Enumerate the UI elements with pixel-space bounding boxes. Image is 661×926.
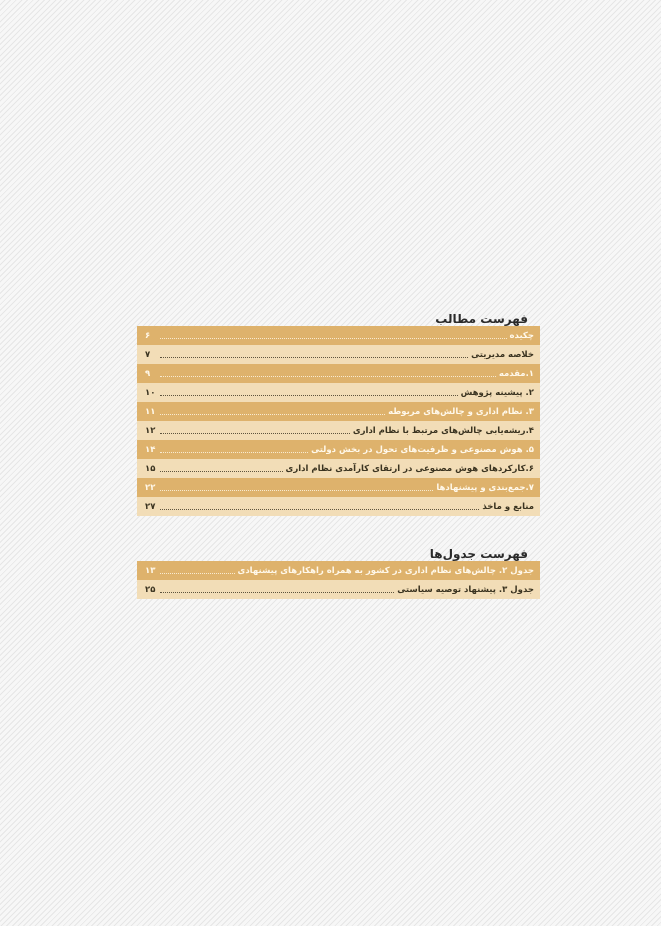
toc-entry[interactable] [137, 345, 540, 364]
toc-entry-label: ۲. پیشینه پژوهش [460, 387, 534, 398]
toc-entry-page: ۱۲ [145, 425, 156, 436]
toc-entry-label: چکیده [509, 330, 534, 341]
toc-entry-page: ۲۲ [145, 482, 156, 493]
toc-entry[interactable] [137, 383, 540, 402]
toc-entry-label: ۶.کارکردهای هوش مصنوعی در ارتقای کارآمدی نظام اداری [285, 463, 534, 474]
toc-entry-label: منابع و ماخذ [482, 501, 534, 512]
table-entry-label: جدول ۲. چالش‌های نظام اداری در کشور به همراه راهکارهای پیشنهادی [237, 565, 534, 576]
toc-entry-page: ۹ [145, 368, 151, 379]
toc-entry-page: ۶ [145, 330, 151, 341]
dot-leader [160, 451, 308, 453]
dot-leader [160, 572, 235, 574]
list-of-tables [137, 547, 540, 599]
toc-entry-label: ۳. نظام اداری و چالش‌های مربوطه [388, 406, 534, 417]
toc-title: فهرست مطالب [435, 312, 528, 326]
toc-entry[interactable] [137, 421, 540, 440]
toc-entry-label: ۵. هوش مصنوعی و ظرفیت‌های تحول در بخش دولتی [311, 444, 534, 455]
toc-entry-page: ۱۴ [145, 444, 156, 455]
dot-leader [160, 489, 433, 491]
toc-entry[interactable] [137, 459, 540, 478]
dot-leader [160, 394, 458, 396]
table-entry[interactable] [137, 561, 540, 580]
toc-entry[interactable] [137, 497, 540, 516]
toc-entry-page: ۱۵ [145, 463, 156, 474]
toc-entry[interactable] [137, 326, 540, 345]
toc-entry-label: خلاصه مدیریتی [471, 349, 534, 360]
table-entry-page: ۱۳ [145, 565, 156, 576]
toc-entry-page: ۱۰ [145, 387, 156, 398]
dot-leader [160, 337, 507, 339]
dot-leader [160, 508, 479, 510]
dot-leader [160, 432, 350, 434]
toc-entry-page: ۱۱ [145, 406, 156, 417]
toc-entry[interactable] [137, 402, 540, 421]
dot-leader [160, 375, 496, 377]
tables-title: فهرست جدول‌ها [429, 547, 528, 561]
dot-leader [160, 413, 385, 415]
dot-leader [160, 591, 394, 593]
toc-entry-label: ۴.ریشه‌یابی چالش‌های مرتبط با نظام اداری [352, 425, 534, 436]
toc-entry[interactable] [137, 440, 540, 459]
toc-entry[interactable] [137, 478, 540, 497]
dot-leader [160, 356, 468, 358]
toc-entry-label: ۱.مقدمه [498, 368, 534, 379]
table-of-contents [137, 312, 540, 516]
table-entry-label: جدول ۳. پیشنهاد توصیه سیاستی [397, 584, 534, 595]
toc-entry-label: ۷.جمع‌بندی و پیشنهادها [436, 482, 534, 493]
toc-entry[interactable] [137, 364, 540, 383]
table-entry[interactable] [137, 580, 540, 599]
toc-entry-page: ۲۷ [145, 501, 156, 512]
toc-entry-page: ۷ [145, 349, 151, 360]
dot-leader [160, 470, 283, 472]
table-entry-page: ۲۵ [145, 584, 156, 595]
